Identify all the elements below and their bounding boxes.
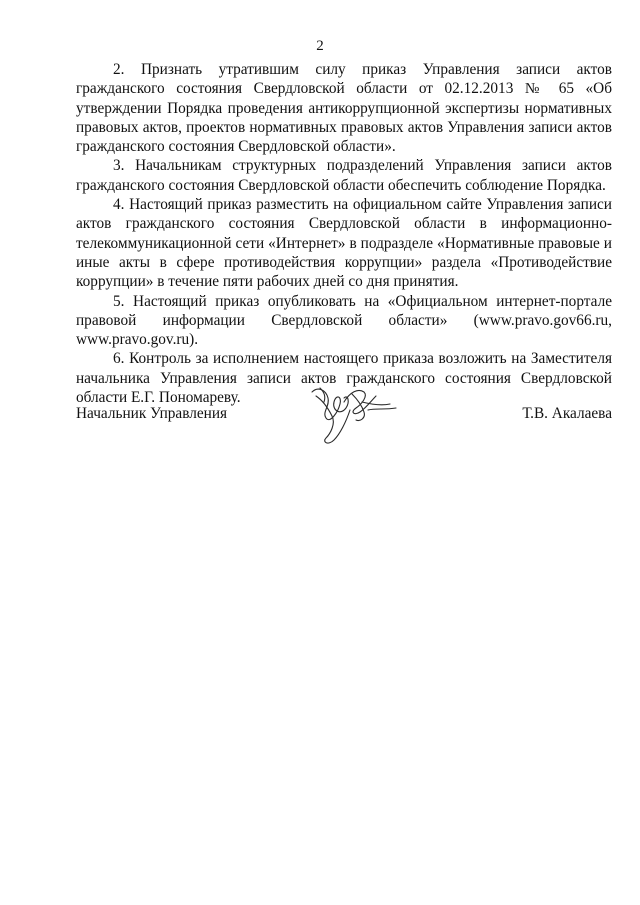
paragraph-4-publish-on-website: 4. Настоящий приказ разместить на официальном сайте Управления записи актов гражданского состояния Свердловской области в информационно-телекоммуникационной сети «Интернет» в подразделе «Нормативные правовые и иные акты в сфере противодействия коррупции» раздела «Противодействие коррупции» в течение пяти рабочих дней со дня принятия. (76, 196, 612, 291)
paragraph-6-control: 6. Контроль за исполнением настоящего приказа возложить на Заместителя начальника Управления записи актов гражданского состояния Свердловской области Е.Г. Пономареву. (76, 350, 612, 407)
signatory-name: Т.В. Акалаева (522, 405, 612, 422)
document-body (76, 60, 612, 407)
paragraph-2-revoke-order: 2. Признать утратившим силу приказ Управления записи актов гражданского состояния Свердловской области от 02.12.2013 № 65 «Об утверждении Порядка проведения антикоррупционной экспертизы нормативных правовых актов, проектов нормативных правовых актов Управления записи актов гражданского состояния Свердловской области». (76, 61, 612, 156)
signatory-title: Начальник Управления (76, 405, 228, 422)
handwritten-signature (306, 382, 402, 454)
page-number: 2 (316, 38, 324, 54)
paragraph-3-heads-of-divisions: 3. Начальникам структурных подразделений Управления записи актов гражданского состояния Свердловской области обеспечить соблюдение Порядка. (76, 157, 612, 194)
paragraph-5-publish-on-portal: 5. Настоящий приказ опубликовать на «Официальном интернет-портале правовой информации Свердловской области» (www.pravo.gov66.ru, www.pravo.gov.ru). (76, 292, 612, 349)
